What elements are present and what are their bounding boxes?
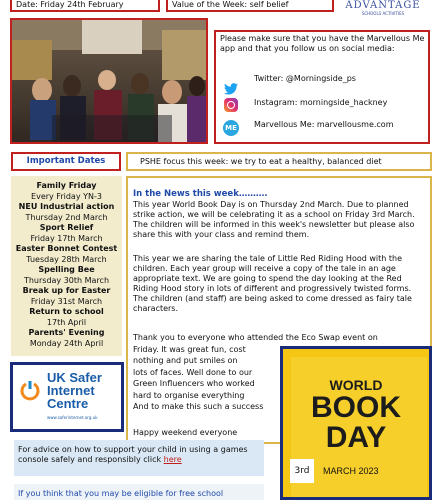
news-p3-line: Thank you to everyone who attended the Eco Swap event on [133,333,378,342]
news-paragraph-4: Happy weekend everyone [133,428,238,437]
date-text: Date: Friday 24th February [16,0,124,9]
date-item-date: Every Friday YN-3 [31,191,102,201]
important-dates-list [11,176,122,356]
advice-link[interactable]: here [163,455,182,464]
pshe-text: PSHE focus this week: we try to eat a healthy, balanced diet [140,157,382,166]
date-item-date: Thursday 2nd March [25,212,108,222]
instagram-icon[interactable] [224,98,238,112]
news-p3-line: lots of faces. Well done to our [133,367,253,377]
logo-title: ADVANTAGE [345,0,421,11]
date-item-date: 17th April [46,317,87,327]
news-paragraph-1: This year World Book Day is on Thursday 2nd March. Due to planned strike action, we will be celebrating it as a school on Friday 3rd March. The children will be informed in this week's newsletter but please also share this with your class and remind them. [133,200,415,239]
news-paragraph-2: This year we are sharing the tale of Little Red Riding Hood with the children. Each year group will receive a copy of the tale in an age appropriate text. We are going to spend the day looking at the Red Riding Hood story in lots of different and progressively twisted forms. The children (and staff) are being asked to come dressed as fairy tale characters. [133,254,412,313]
date-item-name: Return to school [29,307,104,316]
wbd-line2: BOOK [311,391,401,424]
safer-line2: Internet [47,383,95,398]
date-item-date: Friday 17th March [30,233,103,243]
news-p3-line: And to make this such a success [133,402,264,411]
wbd-month: MARCH 2023 [323,466,379,476]
power-icon [19,379,41,401]
safer-line3: Centre [47,396,89,411]
date-item-name: NEU Industrial action [18,202,115,211]
marvellous-me-link[interactable]: Marvellous Me: marvellousme.com [254,120,394,129]
date-item-name: Easter Bonnet Contest [15,244,118,253]
social-intro: Please make sure that you have the Marvellous Me app and that you follow us on social media: [220,34,425,53]
value-of-week-box [166,0,334,12]
wbd-day: 3rd [290,459,314,483]
news-p3-line: nothing and put smiles on [133,356,238,365]
date-item-name: Sport Relief [39,223,94,232]
event-photo [10,18,208,144]
social-media-box [214,30,430,144]
important-dates-header [11,152,121,171]
date-item-date: Thursday 30th March [23,275,110,285]
marvellous-me-icon[interactable]: ME [223,120,239,136]
logo-sub: SCHOOLS ACTIVITIES [361,11,405,16]
twitter-icon[interactable] [224,80,238,99]
news-p3-line: Friday. It was great fun, cost [133,344,246,354]
date-item-date: Friday 31st March [30,296,103,306]
date-item-name: Family Friday [36,181,97,190]
date-item-name: Break up for Easter [22,286,111,295]
date-item-name: Spelling Bee [38,265,95,274]
advantage-logo [340,0,426,18]
date-box [10,0,160,12]
news-p3-line: hard to organise everything [133,390,245,400]
wbd-line1: WORLD [329,377,383,393]
free-meals-box [14,484,264,500]
date-item-date: Tuesday 28th March [26,254,107,264]
safer-line1: UK Safer [47,370,102,385]
pshe-box [126,152,432,171]
advice-box [14,440,264,476]
advice-text: For advice on how to support your child in using a games console safely and responsibly click [18,445,248,464]
value-of-week-text: Value of the Week: self belief [172,0,289,9]
safer-internet-logo[interactable] [10,362,124,432]
news-p3-line: Green Influencers who worked [133,379,255,388]
important-dates-title: Important Dates [26,156,106,166]
wbd-line3: DAY [325,421,387,454]
date-item-date: Monday 24th April [29,338,104,348]
crowd-photo-image [12,20,208,144]
safer-url: www.saferinternet.org.uk [47,415,98,420]
instagram-handle[interactable]: Instagram: morningside_hackney [254,98,388,107]
free-meals-text: If you think that you may be eligible for free school [18,489,224,498]
date-item-name: Parents' Evening [28,328,105,337]
news-title: In the News this week………. [133,189,268,199]
twitter-handle[interactable]: Twitter: @Morningside_ps [254,74,356,83]
world-book-day-poster [280,346,432,500]
